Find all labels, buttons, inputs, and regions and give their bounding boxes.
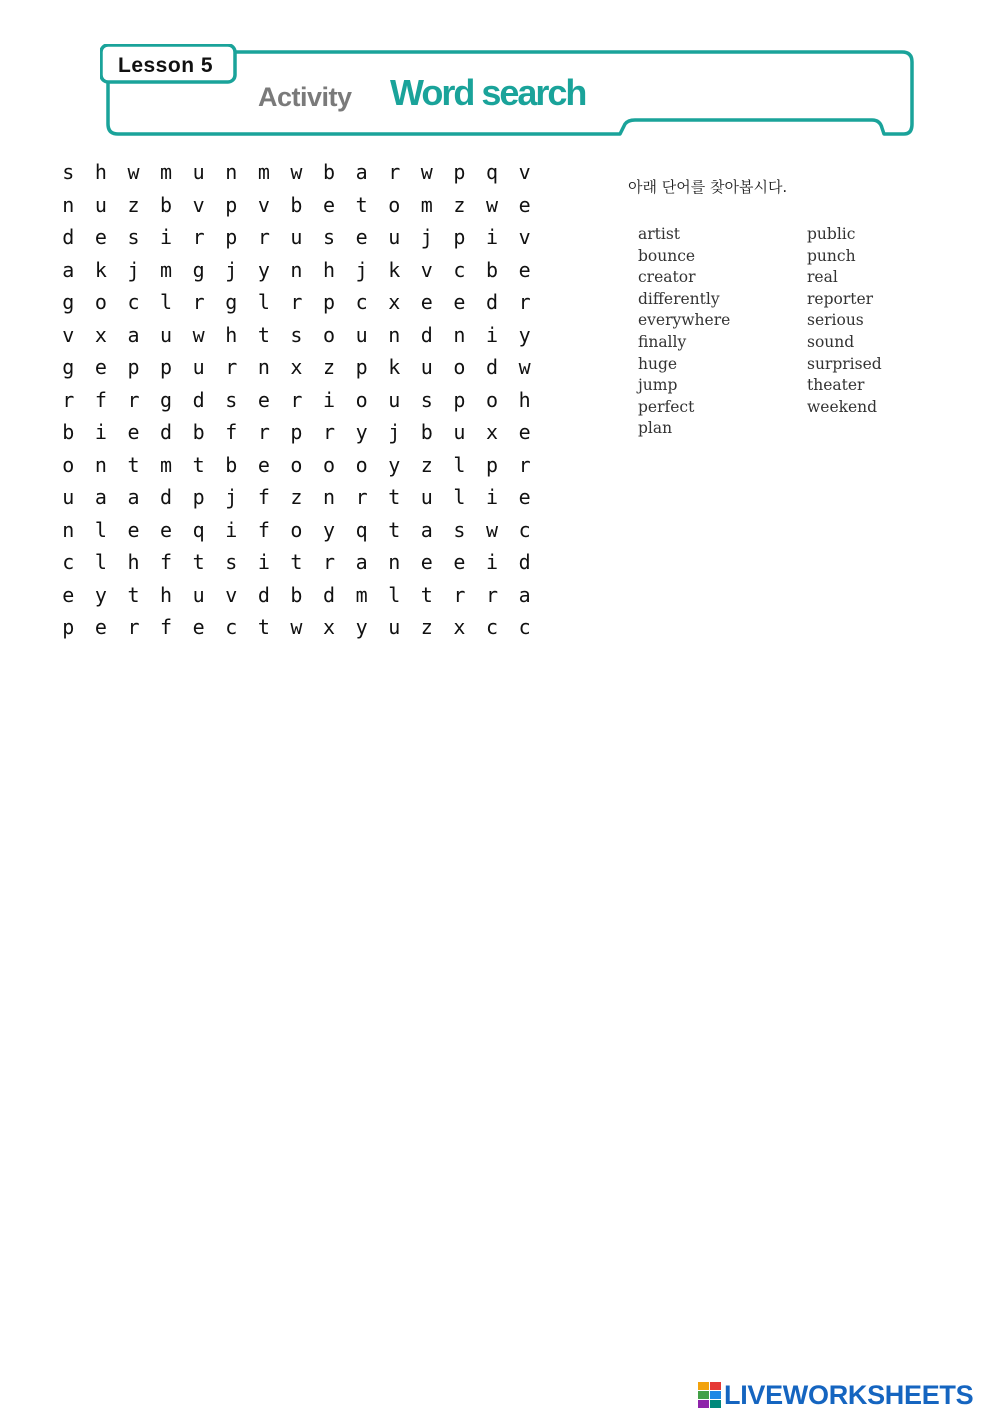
grid-letter[interactable]: d <box>160 485 173 509</box>
grid-row <box>52 384 541 417</box>
grid-letter[interactable]: g <box>160 387 173 412</box>
word-list-item: sound <box>807 332 855 351</box>
grid-letter[interactable]: f <box>94 387 107 412</box>
grid-letter[interactable]: x <box>485 420 499 444</box>
grid-letter[interactable]: x <box>290 355 303 379</box>
word-list-item: theater <box>807 376 865 395</box>
grid-letter[interactable]: d <box>323 582 336 607</box>
grid-row <box>52 189 541 222</box>
grid-letter[interactable]: y <box>323 517 336 542</box>
grid-letter[interactable]: r <box>127 387 140 412</box>
word-list-left <box>638 224 730 440</box>
grid-letter[interactable]: e <box>257 452 270 477</box>
grid-letter[interactable]: f <box>225 420 238 444</box>
grid-letter[interactable]: m <box>420 192 433 217</box>
word-search-grid[interactable] <box>52 156 541 644</box>
grid-letter[interactable]: t <box>355 192 368 217</box>
grid-row <box>52 611 541 644</box>
grid-letter[interactable]: r <box>192 225 205 249</box>
grid-letter[interactable]: z <box>290 485 303 509</box>
grid-letter[interactable]: p <box>62 615 75 639</box>
grid-letter[interactable]: e <box>62 582 75 607</box>
grid-letter[interactable]: e <box>420 290 433 314</box>
grid-letter[interactable]: n <box>62 517 75 542</box>
grid-row <box>52 221 541 254</box>
grid-letter[interactable]: r <box>485 582 499 607</box>
grid-letter[interactable]: u <box>388 387 401 412</box>
grid-letter[interactable]: s <box>453 517 466 542</box>
word-list-item: jump <box>638 376 678 395</box>
grid-letter[interactable]: f <box>160 615 173 639</box>
grid-letter[interactable]: a <box>94 485 107 509</box>
grid-letter[interactable]: p <box>355 355 368 379</box>
grid-letter[interactable]: d <box>485 355 499 379</box>
word-list-item: finally <box>638 332 687 351</box>
grid-letter[interactable]: s <box>420 387 433 412</box>
grid-letter[interactable]: g <box>192 257 205 282</box>
grid-letter[interactable]: c <box>225 615 238 639</box>
grid-letter[interactable]: v <box>518 160 531 184</box>
grid-letter[interactable]: u <box>388 615 401 639</box>
grid-letter[interactable]: j <box>127 257 140 282</box>
grid-letter[interactable]: c <box>355 290 368 314</box>
grid-letter[interactable]: f <box>160 550 173 574</box>
grid-letter[interactable]: a <box>518 582 531 607</box>
grid-letter[interactable]: v <box>192 192 205 217</box>
grid-letter[interactable]: i <box>485 322 499 347</box>
word-list-item: everywhere <box>638 311 731 330</box>
grid-letter[interactable]: p <box>225 225 238 249</box>
grid-letter[interactable]: e <box>518 485 531 509</box>
word-list-item: perfect <box>638 397 695 416</box>
grid-letter[interactable]: h <box>323 257 336 282</box>
word-list-item: creator <box>638 268 696 287</box>
grid-letter[interactable]: y <box>257 257 270 282</box>
word-list-right <box>807 224 882 418</box>
grid-letter[interactable]: t <box>420 582 433 607</box>
instruction-text: 아래 단어를 찾아봅시다. <box>628 178 788 196</box>
word-list-item: real <box>807 268 838 287</box>
grid-letter[interactable]: m <box>160 452 173 477</box>
grid-letter[interactable]: d <box>62 225 75 249</box>
grid-letter[interactable]: r <box>453 582 466 607</box>
grid-letter[interactable]: a <box>127 485 140 509</box>
grid-letter[interactable]: m <box>160 160 173 184</box>
grid-letter[interactable]: b <box>62 420 75 444</box>
grid-letter[interactable]: r <box>323 420 336 444</box>
grid-letter[interactable]: r <box>290 290 303 314</box>
activity-label: Activity <box>258 82 352 112</box>
grid-letter[interactable]: y <box>355 615 368 639</box>
grid-letter[interactable]: r <box>518 452 531 477</box>
grid-letter[interactable]: e <box>160 517 173 542</box>
grid-letter[interactable]: l <box>94 550 107 574</box>
grid-letter[interactable]: e <box>420 550 433 574</box>
word-list-item: punch <box>807 246 856 265</box>
grid-letter[interactable]: z <box>420 452 433 477</box>
grid-letter[interactable]: i <box>225 517 238 542</box>
grid-letter[interactable]: n <box>94 452 107 477</box>
grid-letter[interactable]: v <box>225 582 238 607</box>
grid-letter[interactable]: p <box>453 160 466 184</box>
grid-letter[interactable]: r <box>192 290 205 314</box>
grid-letter[interactable]: y <box>94 582 107 607</box>
grid-letter[interactable]: b <box>323 160 336 184</box>
grid-letter[interactable]: v <box>518 225 531 249</box>
grid-row <box>52 514 541 547</box>
grid-letter[interactable]: c <box>485 615 499 639</box>
grid-row <box>52 254 541 287</box>
grid-letter[interactable]: u <box>192 160 205 184</box>
grid-letter[interactable]: r <box>257 420 270 444</box>
grid-letter[interactable]: e <box>323 192 336 217</box>
grid-letter[interactable]: r <box>225 355 238 379</box>
grid-letter[interactable]: q <box>485 160 499 184</box>
word-list-item: public <box>807 225 856 243</box>
grid-letter[interactable]: b <box>290 582 303 607</box>
word-list-item: surprised <box>807 354 882 373</box>
grid-letter[interactable]: d <box>420 322 433 347</box>
grid-letter[interactable]: w <box>420 160 433 184</box>
grid-letter[interactable]: y <box>355 420 368 444</box>
grid-letter[interactable]: u <box>290 225 303 249</box>
word-list-item: bounce <box>638 246 696 265</box>
grid-letter[interactable]: x <box>323 615 336 639</box>
brand-name: LIVEWORKSHEETS <box>724 1379 974 1410</box>
grid-letter[interactable]: j <box>225 485 238 509</box>
grid-letter[interactable]: b <box>160 192 173 217</box>
grid-letter[interactable]: h <box>518 387 531 412</box>
grid-letter[interactable]: a <box>420 517 433 542</box>
grid-letter[interactable]: l <box>94 517 107 542</box>
grid-letter[interactable]: x <box>453 615 466 639</box>
grid-letter[interactable]: o <box>453 355 466 379</box>
grid-row <box>52 416 541 449</box>
grid-letter[interactable]: o <box>62 452 75 477</box>
grid-letter[interactable]: a <box>127 322 140 347</box>
grid-letter[interactable]: t <box>127 452 140 477</box>
grid-letter[interactable]: f <box>257 485 270 509</box>
grid-letter[interactable]: e <box>127 517 140 542</box>
grid-letter[interactable]: n <box>323 485 336 509</box>
grid-letter[interactable]: e <box>192 615 205 639</box>
grid-letter[interactable]: e <box>355 225 368 249</box>
grid-letter[interactable]: u <box>192 355 205 379</box>
grid-letter[interactable]: e <box>127 420 140 444</box>
grid-letter[interactable]: m <box>160 257 173 282</box>
grid-letter[interactable]: n <box>388 550 401 574</box>
grid-letter[interactable]: j <box>355 257 368 282</box>
grid-letter[interactable]: c <box>518 517 531 542</box>
grid-letter[interactable]: d <box>257 582 270 607</box>
grid-letter[interactable]: e <box>453 550 466 574</box>
grid-row <box>52 481 541 514</box>
grid-letter[interactable]: u <box>420 485 433 509</box>
grid-letter[interactable]: c <box>518 615 531 639</box>
grid-letter[interactable]: o <box>323 322 336 347</box>
grid-letter[interactable]: d <box>192 387 205 412</box>
grid-letter[interactable]: z <box>323 355 336 379</box>
grid-letter[interactable]: t <box>127 582 140 607</box>
grid-letter[interactable]: w <box>192 322 205 347</box>
grid-letter[interactable]: b <box>485 257 499 282</box>
grid-letter[interactable]: m <box>257 160 270 184</box>
grid-letter[interactable]: w <box>127 160 140 184</box>
grid-letter[interactable]: a <box>62 257 75 282</box>
grid-letter[interactable]: u <box>192 582 205 607</box>
grid-row <box>52 449 541 482</box>
grid-letter[interactable]: r <box>290 387 303 412</box>
grid-letter[interactable]: b <box>192 420 205 444</box>
grid-letter[interactable]: b <box>420 420 433 444</box>
grid-letter[interactable]: k <box>388 355 401 379</box>
grid-letter[interactable]: u <box>388 225 401 249</box>
grid-row <box>52 351 541 384</box>
grid-letter[interactable]: s <box>290 322 303 347</box>
word-list-item: weekend <box>807 397 878 416</box>
grid-row <box>52 579 541 612</box>
grid-letter[interactable]: j <box>388 420 401 444</box>
grid-letter[interactable]: o <box>290 517 303 542</box>
liveworksheets-logo-icon <box>698 1382 722 1408</box>
word-list-item: artist <box>638 225 681 243</box>
grid-letter[interactable]: e <box>257 387 270 412</box>
grid-letter[interactable]: w <box>290 615 303 639</box>
grid-letter[interactable]: t <box>290 550 303 574</box>
grid-letter[interactable]: v <box>257 192 270 217</box>
grid-row <box>52 286 541 319</box>
grid-letter[interactable]: s <box>225 387 238 412</box>
grid-letter[interactable]: l <box>257 290 270 314</box>
grid-row <box>52 319 541 352</box>
grid-letter[interactable]: n <box>257 355 270 379</box>
grid-letter[interactable]: y <box>518 322 531 347</box>
grid-letter[interactable]: w <box>485 517 499 542</box>
grid-letter[interactable]: l <box>388 582 401 607</box>
grid-letter[interactable]: o <box>94 290 107 314</box>
grid-letter[interactable]: e <box>94 615 107 639</box>
grid-letter[interactable]: i <box>94 420 107 444</box>
grid-letter[interactable]: p <box>225 192 238 217</box>
grid-row <box>52 156 541 189</box>
grid-letter[interactable]: c <box>62 550 75 574</box>
grid-letter[interactable]: o <box>290 452 303 477</box>
grid-letter[interactable]: r <box>388 160 401 184</box>
grid-letter[interactable]: y <box>388 452 401 477</box>
grid-letter[interactable]: e <box>518 192 531 217</box>
grid-letter[interactable]: i <box>323 387 336 412</box>
grid-letter[interactable]: a <box>355 160 368 184</box>
grid-letter[interactable]: x <box>388 290 401 314</box>
grid-letter[interactable]: d <box>160 420 173 444</box>
word-list-item: huge <box>638 354 678 373</box>
grid-letter[interactable]: s <box>127 225 140 249</box>
grid-letter[interactable]: h <box>160 582 173 607</box>
grid-letter[interactable]: u <box>355 322 368 347</box>
grid-letter[interactable]: r <box>62 387 75 412</box>
grid-letter[interactable]: r <box>257 225 270 249</box>
grid-letter[interactable]: o <box>355 387 368 412</box>
grid-letter[interactable]: v <box>420 257 433 282</box>
word-list-item: reporter <box>807 289 874 308</box>
grid-letter[interactable]: l <box>160 290 173 314</box>
grid-letter[interactable]: u <box>453 420 466 444</box>
grid-letter[interactable]: o <box>355 452 368 477</box>
grid-letter[interactable]: r <box>355 485 368 509</box>
grid-letter[interactable]: h <box>127 550 140 574</box>
grid-letter[interactable]: p <box>485 452 499 477</box>
grid-letter[interactable]: e <box>518 420 531 444</box>
word-list-item: differently <box>638 289 720 308</box>
grid-letter[interactable]: z <box>420 615 433 639</box>
grid-letter[interactable]: t <box>257 615 270 639</box>
grid-letter[interactable]: z <box>127 192 140 217</box>
grid-letter[interactable]: p <box>323 290 336 314</box>
grid-letter[interactable]: h <box>94 160 107 184</box>
page-title: Word search <box>390 72 586 113</box>
grid-letter[interactable]: t <box>192 550 205 574</box>
grid-letter[interactable]: t <box>388 517 401 542</box>
grid-letter[interactable]: t <box>192 452 205 477</box>
grid-letter[interactable]: g <box>62 355 75 379</box>
grid-letter[interactable]: i <box>160 225 173 249</box>
grid-letter[interactable]: s <box>225 550 238 574</box>
grid-letter[interactable]: r <box>518 290 531 314</box>
grid-letter[interactable]: q <box>355 517 368 542</box>
grid-letter[interactable]: i <box>485 550 499 574</box>
grid-letter[interactable]: d <box>518 550 531 574</box>
grid-letter[interactable]: u <box>62 485 75 509</box>
grid-row <box>52 546 541 579</box>
grid-letter[interactable]: e <box>453 290 466 314</box>
grid-letter[interactable]: p <box>160 355 173 379</box>
grid-letter[interactable]: j <box>420 225 433 249</box>
grid-letter[interactable]: t <box>257 322 270 347</box>
grid-letter[interactable]: r <box>127 615 140 639</box>
grid-letter[interactable]: g <box>225 290 238 314</box>
grid-letter[interactable]: p <box>453 387 466 412</box>
grid-letter[interactable]: d <box>485 290 499 314</box>
grid-letter[interactable]: a <box>355 550 368 574</box>
grid-letter[interactable]: e <box>94 225 107 249</box>
grid-letter[interactable]: u <box>420 355 433 379</box>
grid-letter[interactable]: n <box>225 160 238 184</box>
grid-letter[interactable]: z <box>453 192 466 217</box>
grid-letter[interactable]: r <box>323 550 336 574</box>
grid-letter[interactable]: m <box>355 582 368 607</box>
grid-letter[interactable]: n <box>62 192 75 217</box>
grid-letter[interactable]: u <box>160 322 173 347</box>
grid-letter[interactable]: e <box>94 355 107 379</box>
grid-letter[interactable]: v <box>62 322 75 347</box>
grid-letter[interactable]: o <box>323 452 336 477</box>
word-list-item: serious <box>807 311 864 330</box>
grid-letter[interactable]: k <box>94 257 107 282</box>
grid-letter[interactable]: w <box>290 160 303 184</box>
grid-letter[interactable]: b <box>225 452 238 477</box>
grid-letter[interactable]: b <box>290 192 303 217</box>
grid-letter[interactable]: p <box>192 485 205 509</box>
grid-letter[interactable]: o <box>388 192 401 217</box>
word-list-item: plan <box>638 419 673 438</box>
grid-letter[interactable]: n <box>388 322 401 347</box>
grid-letter[interactable]: t <box>388 485 401 509</box>
grid-letter[interactable]: s <box>62 160 75 184</box>
grid-letter[interactable]: l <box>453 452 466 477</box>
grid-letter[interactable]: k <box>388 257 401 282</box>
grid-letter[interactable]: p <box>127 355 140 379</box>
grid-letter[interactable]: h <box>225 322 238 347</box>
grid-letter[interactable]: l <box>453 485 466 509</box>
grid-letter[interactable]: c <box>453 257 466 282</box>
grid-letter[interactable]: s <box>323 225 336 249</box>
grid-letter[interactable]: i <box>485 225 499 249</box>
grid-letter[interactable]: q <box>192 517 205 542</box>
grid-letter[interactable]: n <box>453 322 466 347</box>
grid-letter[interactable]: i <box>485 485 499 509</box>
grid-letter[interactable]: e <box>518 257 531 282</box>
lesson-label: Lesson 5 <box>118 54 214 77</box>
grid-letter[interactable]: w <box>485 192 499 217</box>
grid-letter[interactable]: j <box>225 257 238 282</box>
grid-letter[interactable]: g <box>62 290 75 314</box>
grid-letter[interactable]: o <box>485 387 499 412</box>
grid-letter[interactable]: n <box>290 257 303 282</box>
grid-letter[interactable]: f <box>257 517 270 542</box>
brand-footer[interactable] <box>698 1378 973 1412</box>
grid-letter[interactable]: w <box>518 355 531 379</box>
grid-letter[interactable]: c <box>127 290 140 314</box>
grid-letter[interactable]: x <box>94 322 107 347</box>
grid-letter[interactable]: i <box>257 550 270 574</box>
grid-letter[interactable]: u <box>94 192 107 217</box>
grid-letter[interactable]: p <box>453 225 466 249</box>
grid-letter[interactable]: p <box>290 420 303 444</box>
